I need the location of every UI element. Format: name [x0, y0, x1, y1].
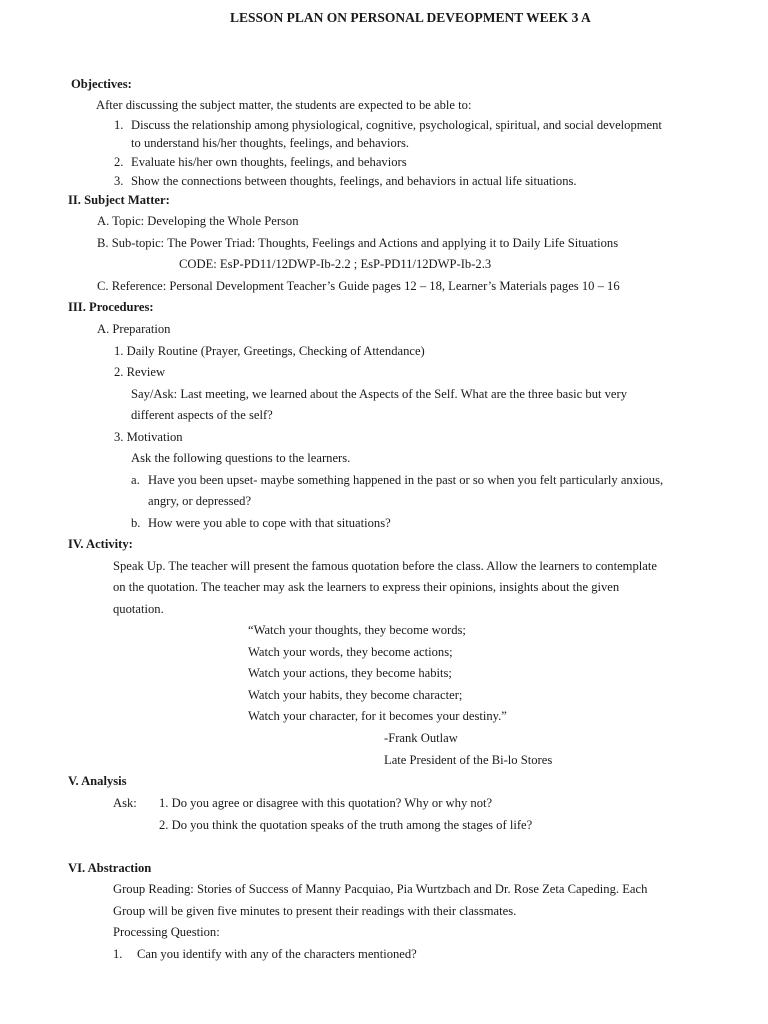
- quote-line: Watch your character, for it becomes your destiny.”: [248, 709, 507, 723]
- objective-item: Discuss the relationship among physiological, cognitive, psychological, spiritual, and social development: [131, 118, 662, 132]
- question-letter: b.: [131, 516, 141, 530]
- quote-author-title: Late President of the Bi-lo Stores: [384, 753, 553, 767]
- objectives-heading: Objectives:: [71, 77, 132, 91]
- subject-code: CODE: EsP-PD11/12DWP-Ib-2.2 ; EsP-PD11/12DWP-Ib-2.3: [179, 257, 492, 271]
- activity-heading: IV. Activity:: [68, 537, 133, 551]
- objective-item: Show the connections between thoughts, feelings, and behaviors in actual life situations.: [131, 174, 577, 188]
- review-text: Say/Ask: Last meeting, we learned about the Aspects of the Self. What are the three basic but very: [131, 387, 628, 401]
- processing-question-number: 1.: [113, 947, 123, 961]
- abstraction-text: Group Reading: Stories of Success of Manny Pacquiao, Pia Wurtzbach and Dr. Rose Zeta Capeding. Each: [113, 882, 648, 896]
- abstraction-heading: VI. Abstraction: [68, 861, 152, 875]
- objective-number: 3.: [114, 174, 124, 188]
- processing-question-label: Processing Question:: [113, 925, 220, 939]
- activity-text: on the quotation. The teacher may ask the learners to express their opinions, insights about the given: [113, 580, 620, 594]
- analysis-heading: V. Analysis: [68, 774, 127, 788]
- subject-reference: C. Reference: Personal Development Teacher’s Guide pages 12 – 18, Learner’s Materials pages 10 – 16: [97, 279, 620, 293]
- review-label: 2. Review: [114, 365, 166, 379]
- quote-line: Watch your words, they become actions;: [248, 645, 453, 659]
- motivation-intro: Ask the following questions to the learners.: [131, 451, 351, 465]
- subject-matter-heading: II. Subject Matter:: [68, 193, 170, 207]
- document-title: LESSON PLAN ON PERSONAL DEVEOPMENT WEEK 3 A: [230, 10, 591, 25]
- motivation-label: 3. Motivation: [114, 430, 183, 444]
- review-text-continued: different aspects of the self?: [131, 408, 273, 422]
- procedures-heading: III. Procedures:: [68, 300, 154, 314]
- preparation-label: A. Preparation: [97, 322, 171, 336]
- quote-line: “Watch your thoughts, they become words;: [248, 623, 466, 637]
- quote-line: Watch your actions, they become habits;: [248, 666, 452, 680]
- objective-item: Evaluate his/her own thoughts, feelings, and behaviors: [131, 155, 407, 169]
- subject-subtopic: B. Sub-topic: The Power Triad: Thoughts, Feelings and Actions and applying it to Daily Life Situations: [97, 236, 619, 250]
- analysis-question: 1. Do you agree or disagree with this quotation? Why or why not?: [159, 796, 493, 810]
- quote-line: Watch your habits, they become character;: [248, 688, 463, 702]
- objectives-intro: After discussing the subject matter, the students are expected to be able to:: [96, 98, 472, 112]
- motivation-question-continued: angry, or depressed?: [148, 494, 252, 508]
- motivation-question: Have you been upset- maybe something happened in the past or so when you felt particularly anxious,: [148, 473, 664, 487]
- processing-question: Can you identify with any of the characters mentioned?: [137, 947, 417, 961]
- motivation-question: How were you able to cope with that situations?: [148, 516, 391, 530]
- activity-text: Speak Up. The teacher will present the famous quotation before the class. Allow the learners to contemplate: [113, 559, 657, 573]
- objective-number: 2.: [114, 155, 124, 169]
- objective-item-continued: to understand his/her thoughts, feelings, and behaviors.: [131, 136, 410, 150]
- daily-routine: 1. Daily Routine (Prayer, Greetings, Checking of Attendance): [114, 344, 425, 358]
- analysis-ask-label: Ask:: [113, 796, 137, 810]
- quote-author: -Frank Outlaw: [384, 731, 458, 745]
- objective-number: 1.: [114, 118, 124, 132]
- analysis-question: 2. Do you think the quotation speaks of the truth among the stages of life?: [159, 818, 533, 832]
- activity-text: quotation.: [113, 602, 164, 616]
- subject-topic: A. Topic: Developing the Whole Person: [97, 214, 299, 228]
- question-letter: a.: [131, 473, 140, 487]
- abstraction-text: Group will be given five minutes to present their readings with their classmates.: [113, 904, 517, 918]
